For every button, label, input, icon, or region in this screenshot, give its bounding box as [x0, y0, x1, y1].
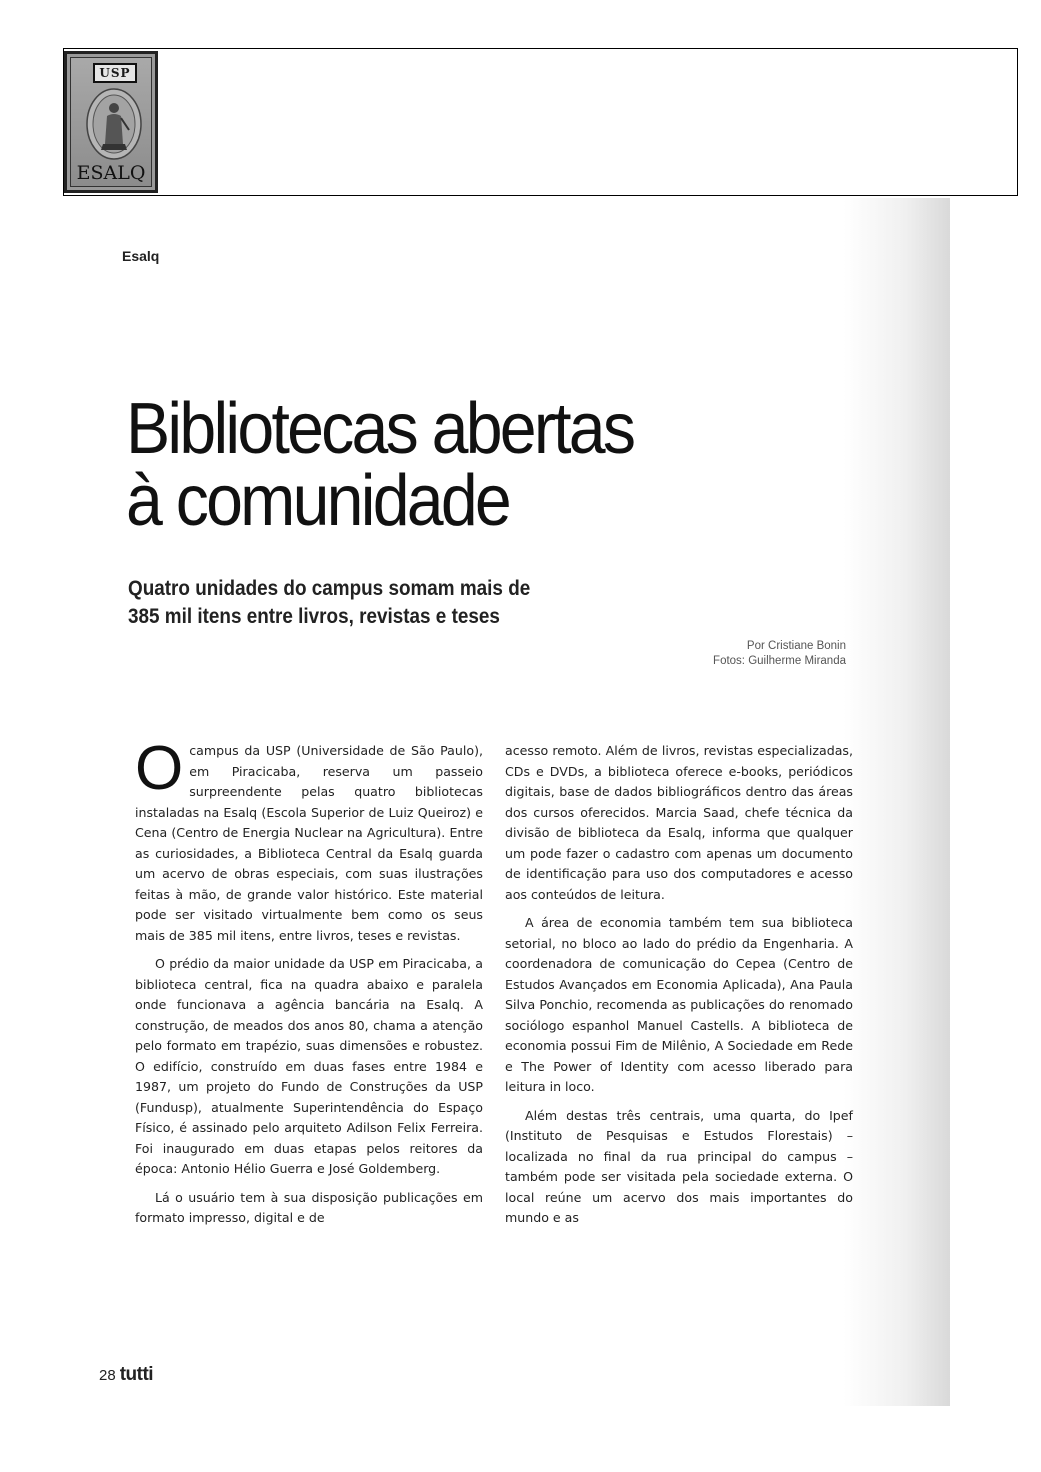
article-paragraph: A área de economia também tem sua biblioteca setorial, no bloco ao lado do prédio da Engenharia. A coordenadora de comunicação do Cepea (Centro de Estudos Avançados em Economia Aplicada), Ana Paula Silva Ponchio, recomenda as publicações do renomado sociólogo espanhol Manuel Castells. A biblioteca de economia possui Fim de Milênio, A Sociedade em Rede e The Power of Identity com acesso liberado para leitura in loco.	[505, 915, 853, 1094]
drop-cap: O	[135, 734, 184, 803]
article-column-right	[505, 741, 853, 1237]
statue-emblem-icon	[83, 86, 145, 162]
byline-photos: Fotos: Guilherme Miranda	[713, 655, 846, 667]
article-paragraph: Além destas três centrais, uma quarta, do Ipef (Instituto de Pesquisas e Estudos Florestais) – localizada no final da rua principal do campus – também pode ser visitada pela sociedade externa. O local reúne um acervo dos mais importantes do mundo e as	[505, 1107, 853, 1225]
logo-usp-label: USP	[93, 63, 137, 83]
byline-author: Por Cristiane Bonin	[746, 640, 846, 652]
headline-line-1: Bibliotecas abertas	[126, 389, 634, 469]
magazine-brand: tutti	[119, 1364, 154, 1385]
subhead-line-2: 385 mil itens entre livros, revistas e teses	[128, 605, 500, 628]
section-tag: Esalq	[122, 248, 160, 264]
usp-esalq-logo	[64, 51, 158, 193]
headline	[126, 389, 770, 541]
article-paragraph: Lá o usuário tem à sua disposição publicações em formato impresso, digital e de	[135, 1189, 483, 1225]
subhead-line-1: Quatro unidades do campus somam mais de	[128, 577, 531, 600]
article-paragraph	[135, 734, 483, 946]
logo-esalq-label: ESALQ	[76, 162, 146, 184]
header-frame	[63, 48, 1018, 196]
headline-line-2: à comunidade	[126, 461, 510, 541]
page-number: 28	[99, 1367, 116, 1384]
logo-plate	[70, 57, 152, 187]
page-footer	[99, 1364, 153, 1386]
article-paragraph: acesso remoto. Além de livros, revistas especializadas, CDs e DVDs, a biblioteca oferece e-books, periódicos digitais, base de dados bibliográficos dentro das áreas dos cursos oferecidos. Marcia Saad, chefe técnica da divisão de biblioteca da Esalq, informa que qualquer um pode fazer o cadastro com apenas um documento de identificação para uso dos computadores e acesso aos conteúdos de leitura.	[505, 743, 853, 902]
paragraph-text: campus da USP (Universidade de São Paulo), em Piracicaba, reserva um passeio surpreendente pelas quatro bibliotecas instaladas na Esalq (Escola Superior de Luiz Queiroz) e Cena (Centro de Energia Nuclear na Agricultura). Entre as curiosidades, a Biblioteca Central da Esalq guarda um acervo de obras especiais, com suas ilustrações feitas à mão, de grande valor histórico. Este material pode ser visitado virtualmente bem como os seus mais de 385 mil itens, entre livros, teses e revistas.	[135, 743, 483, 943]
byline	[713, 639, 846, 669]
article-column-left	[135, 734, 483, 1237]
subheadline	[128, 575, 596, 631]
article-paragraph: O prédio da maior unidade da USP em Piracicaba, a biblioteca central, fica na quadra abaixo e paralela onde funcionava a agência bancária na Esalq. A construção, de meados dos anos 80, chama a atenção pelo formato em trapézio, suas dimensões e robustez. O edifício, construído em duas fases entre 1984 e 1987, um projeto do Fundo de Construções da USP (Fundusp), atualmente Superintendência do Espaço Físico, é assinado pelo arquiteto Adilson Felix Ferreira. Foi inaugurado em duas etapas pelos reitores da época: Antonio Hélio Guerra e José Goldemberg.	[135, 956, 483, 1176]
